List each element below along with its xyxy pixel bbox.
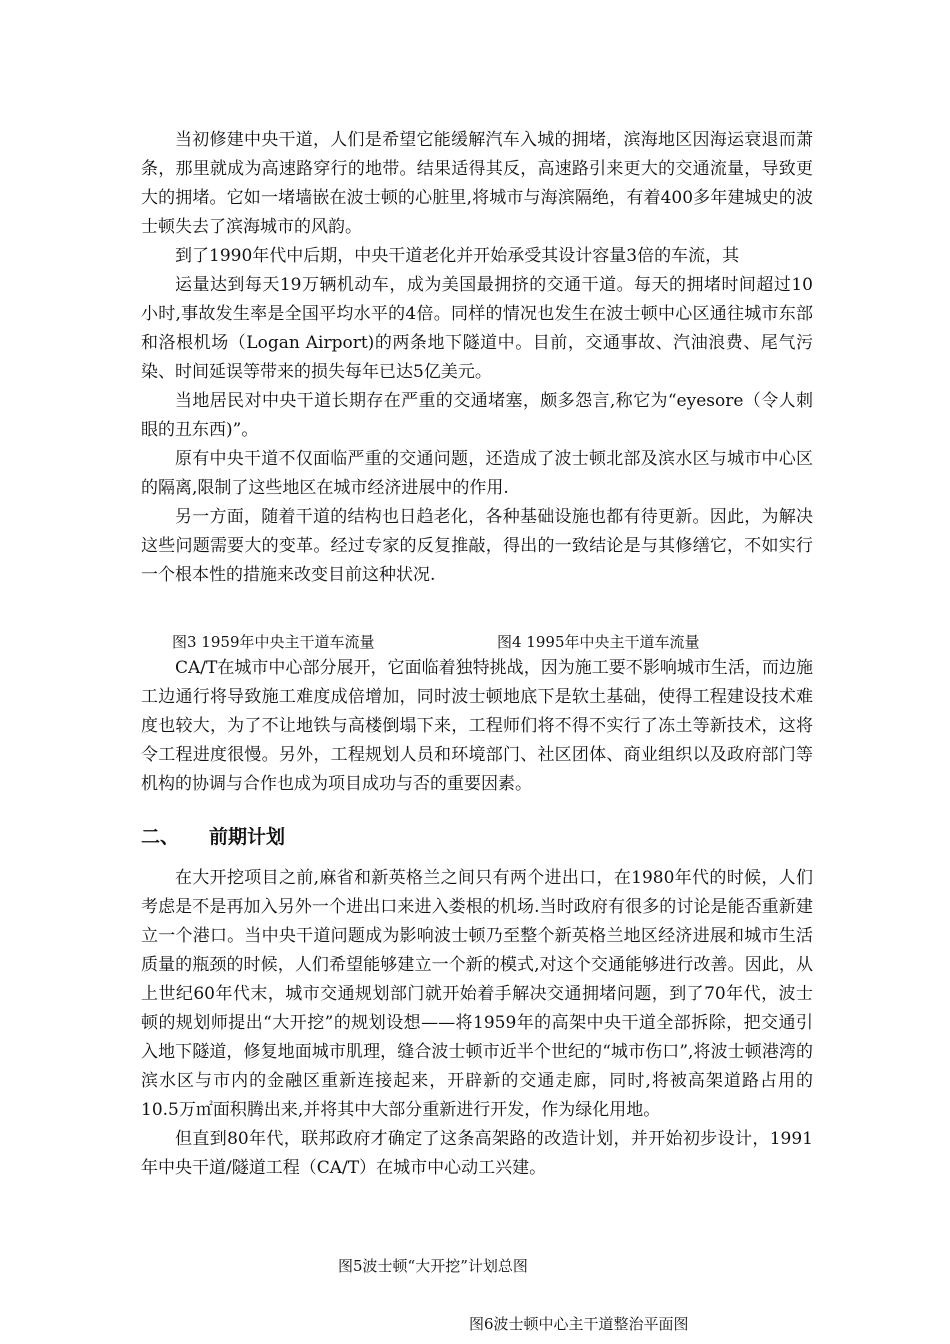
paragraph: 另一方面，随着干道的结构也日趋老化，各种基础设施也都有待更新。因此，为解决这些问题需要大的变革。经过专家的反复推敲，得出的一致结论是与其修缮它，不如实行一个根本性的措施来改变目前这种状况.	[141, 507, 813, 585]
heading-title: 前期计划	[209, 826, 286, 848]
paragraph: 到了1990年代中后期，中央干道老化并开始承受其设计容量3倍的车流，其	[175, 246, 740, 266]
section-1-text	[141, 126, 813, 590]
figure-4-caption: 图4 1995年中央主干道车流量	[497, 633, 700, 651]
figure-5-caption: 图5波士顿“大开挖”计划总图	[338, 1257, 528, 1275]
section-2-text	[141, 654, 813, 799]
section-3-text	[141, 864, 813, 1183]
paragraph: CA/T在城市中心部分展开，它面临着独特挑战，因为施工要不影响城市生活，而边施工边通行将导致施工难度成倍增加，同时波士顿地底下是软土基础，使得工程建设技术难度也较大，为了不让地铁与高楼倒塌下来，工程师们将不得不实行了冻土等新技术，这将令工程进度很慢。另外，工程规划人员和环境部门、社区团体、商业组织以及政府部门等机构的协调与合作也成为项目成功与否的重要因素。	[141, 658, 813, 794]
paragraph: 当地居民对中央干道长期存在严重的交通堵塞，颇多怨言,称它为“eyesore（令人刺眼的丑东西)”。	[141, 391, 813, 440]
section-heading	[141, 822, 285, 852]
heading-number: 二、	[141, 826, 180, 848]
paragraph: 原有中央干道不仅面临严重的交通问题，还造成了波士顿北部及滨水区与城市中心区的隔离,限制了这些地区在城市经济进展中的作用.	[141, 449, 813, 498]
paragraph: 当初修建中央干道，人们是希望它能缓解汽车入城的拥堵，滨海地区因海运衰退而萧条，那里就成为高速路穿行的地带。结果适得其反，高速路引来更大的交通流量，导致更大的拥堵。它如一堵墙嵌在波士顿的心脏里,将城市与海滨隔绝，有着400多年建城史的波士顿失去了滨海城市的风韵。	[141, 130, 813, 237]
figure-3-caption: 图3 1959年中央主干道车流量	[172, 633, 375, 651]
figure-6-caption: 图6波士顿中心主干道整治平面图	[469, 1315, 689, 1333]
paragraph: 但直到80年代，联邦政府才确定了这条高架路的改造计划，并开始初步设计，1991年中央干道/隧道工程（CA/T）在城市中心动工兴建。	[141, 1129, 813, 1178]
paragraph: 在大开挖项目之前,麻省和新英格兰之间只有两个进出口，在1980年代的时候，人们考虑是不是再加入另外一个进出口来进入娄根的机场.当时政府有很多的讨论是能否重新建立一个港口。当中央干道问题成为影响波士顿乃至整个新英格兰地区经济进展和城市生活质量的瓶颈的时候，人们希望能够建立一个新的模式,对这个交通能够进行改善。因此，从上世纪60年代末，城市交通规划部门就开始着手解决交通拥堵问题，到了70年代，波士顿的规划师提出“大开挖”的规划设想——将1959年的高架中央干道全部拆除，把交通引入地下隧道，修复地面城市肌理，缝合波士顿市近半个世纪的“城市伤口”,将波士顿港湾的滨水区与市内的金融区重新连接起来，开辟新的交通走廊，同时,将被高架道路占用的10.5万㎡面积腾出来,并将其中大部分重新进行开发，作为绿化用地。	[141, 868, 813, 1120]
paragraph: 运量达到每天19万辆机动车，成为美国最拥挤的交通干道。每天的拥堵时间超过10小时,事故发生率是全国平均水平的4倍。同样的情况也发生在波士顿中心区通往城市东部和洛根机场（Logan Airport)的两条地下隧道中。目前，交通事故、汽油浪费、尾气污染、时间延误等带来的损失每年已达5亿美元。	[141, 275, 813, 382]
